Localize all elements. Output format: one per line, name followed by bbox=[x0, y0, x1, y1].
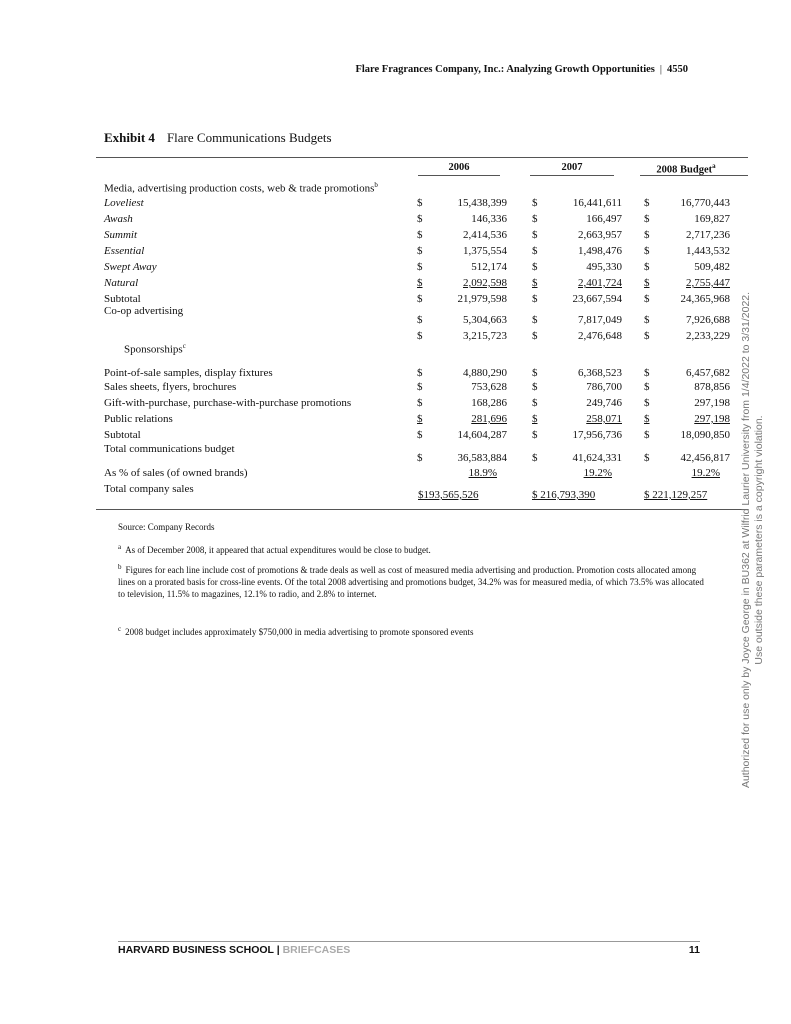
cell-2008: $ 6,457,682 bbox=[644, 367, 730, 379]
cell-2008: $ 1,443,532 bbox=[644, 245, 730, 257]
cell-2007: $ 1,498,476 bbox=[532, 245, 622, 257]
cell-2007: $ 2,663,957 bbox=[532, 229, 622, 241]
cell-2006: $ 146,336 bbox=[417, 213, 507, 225]
column-rule-2007 bbox=[530, 175, 614, 176]
footer-brand bbox=[118, 944, 350, 956]
cell-2006: $ 14,604,287 bbox=[417, 429, 507, 441]
exhibit-label: Exhibit 4 bbox=[104, 130, 155, 145]
row-label-pos-samples: Point-of-sale samples, display fixtures bbox=[104, 367, 273, 379]
cell-2007: $ 2,401,724 bbox=[532, 277, 622, 289]
running-header bbox=[355, 64, 688, 75]
row-label-gift-with-purchase: Gift-with-purchase, purchase-with-purchase promotions bbox=[104, 397, 352, 409]
cell-2006: $ 1,375,554 bbox=[417, 245, 507, 257]
cell-2008: $ 297,198 bbox=[644, 413, 730, 425]
cell-2007: $ 249,746 bbox=[532, 397, 622, 409]
row-label-swept-away: Swept Away bbox=[104, 261, 157, 273]
page-number: 11 bbox=[688, 944, 700, 956]
cell-2006: $ 21,979,598 bbox=[417, 293, 507, 305]
cell-2008: $ 24,365,968 bbox=[644, 293, 730, 305]
column-header-2008-label: 2008 Budget bbox=[656, 164, 713, 176]
sales-2008: $ 221,129,257 bbox=[644, 489, 708, 501]
sales-2006: $193,565,526 bbox=[418, 489, 479, 501]
cell-2006: $ 168,286 bbox=[417, 397, 507, 409]
row-label-public-relations: Public relations bbox=[104, 413, 173, 425]
cell-2008: $ 878,856 bbox=[644, 381, 730, 393]
column-header-2006: 2006 bbox=[448, 162, 470, 173]
section-media-text: Media, advertising production costs, web & trade promotions bbox=[104, 182, 375, 195]
exhibit-name: Flare Communications Budgets bbox=[166, 130, 332, 145]
cell-2007: $ 17,956,736 bbox=[532, 429, 622, 441]
cell-2007: $ 258,071 bbox=[532, 413, 622, 425]
section-media-label bbox=[104, 181, 378, 195]
cell-2007: $ 7,817,049 bbox=[532, 314, 622, 326]
row-label-subtotal-media: Subtotal bbox=[104, 293, 141, 305]
sales-2007: $ 216,793,390 bbox=[532, 489, 596, 501]
cell-2007: $ 16,441,611 bbox=[532, 197, 622, 209]
row-label-loveliest: Loveliest bbox=[104, 197, 144, 209]
footnote-a: $^a$ As of December 2008, it appeared that actual expenditures would be close to budget. bbox=[118, 543, 431, 555]
footnote-marker-b: b bbox=[374, 181, 378, 189]
row-label-pct-of-sales: As % of sales (of owned brands) bbox=[104, 467, 248, 479]
cell-2007: $ 495,330 bbox=[532, 261, 622, 273]
case-number: 4550 bbox=[667, 64, 688, 75]
row-label-sponsorships: Sponsorships$^c$ bbox=[124, 342, 186, 356]
footnote-c: $^c$ 2008 budget includes approximately $750,000 in media advertising to promote sponsored events bbox=[118, 625, 474, 637]
pct-2007: 19.2% bbox=[583, 467, 612, 479]
footnote-marker-c: c bbox=[182, 342, 186, 350]
cell-2006: $ 4,880,290 bbox=[417, 367, 507, 379]
footer-separator: | bbox=[273, 944, 283, 956]
column-rule-2008 bbox=[640, 175, 748, 176]
column-rule-2006 bbox=[418, 175, 500, 176]
column-header-2007: 2007 bbox=[561, 162, 583, 173]
cell-2006: $ 3,215,723 bbox=[417, 330, 507, 342]
table-top-rule bbox=[96, 157, 748, 158]
exhibit-title bbox=[104, 130, 332, 146]
row-label-total-sales: Total company sales bbox=[104, 483, 194, 495]
cell-2006: $ 2,414,536 bbox=[417, 229, 507, 241]
footer-rule bbox=[118, 941, 700, 942]
cell-2008: $ 7,926,688 bbox=[644, 314, 730, 326]
cell-2006: $ 5,304,663 bbox=[417, 314, 507, 326]
row-label-essential: Essential bbox=[104, 245, 145, 257]
cell-2008: $ 2,755,447 bbox=[644, 277, 730, 289]
cell-2007: $ 6,368,523 bbox=[532, 367, 622, 379]
cell-2006: $ 281,696 bbox=[417, 413, 507, 425]
pct-2006: 18.9% bbox=[468, 467, 497, 479]
cell-2008: $ 297,198 bbox=[644, 397, 730, 409]
case-title: Flare Fragrances Company, Inc.: Analyzing Growth Opportunities bbox=[355, 64, 655, 75]
row-label-sales-sheets: Sales sheets, flyers, brochures bbox=[104, 381, 237, 393]
header-separator: | bbox=[659, 64, 662, 75]
cell-2008: $ 509,482 bbox=[644, 261, 730, 273]
footer-briefcases: BRIEFCASES bbox=[282, 944, 351, 956]
cell-2007: $ 2,476,648 bbox=[532, 330, 622, 342]
cell-2006: $ 512,174 bbox=[417, 261, 507, 273]
cell-2008: $ 16,770,443 bbox=[644, 197, 730, 209]
cell-2007: $ 41,624,331 bbox=[532, 452, 622, 464]
cell-2006: $ 753,628 bbox=[417, 381, 507, 393]
source-note: Source: Company Records bbox=[118, 522, 215, 532]
row-label-coop: Co-op advertising bbox=[104, 305, 184, 317]
cell-2007: $ 786,700 bbox=[532, 381, 622, 393]
column-header-2008 bbox=[645, 162, 727, 176]
cell-2008: $ 2,233,229 bbox=[644, 330, 730, 342]
cell-2008: $ 18,090,850 bbox=[644, 429, 730, 441]
cell-2006: $ 36,583,884 bbox=[417, 452, 507, 464]
footnote-marker-a: a bbox=[712, 162, 716, 170]
cell-2008: $ 169,827 bbox=[644, 213, 730, 225]
footnote-b: $^b$ Figures for each line include cost of promotions & trade deals as well as cost of measured media advertising and production. Promotion costs allocated among lines on a prorated basis for cross-line events. Of the total 2008 advertising and promotions budget, 34.2% was for measured media, of which 73.5% was allocated to television, 11.5% to magazines, 12.1% to radio, and 2.8% to internet. bbox=[118, 563, 704, 599]
watermark-line-1: Authorized for use only by Joyce George in BU362 at Wilfrid Laurier University from 1/4/2022 to 3/31/2022. bbox=[740, 291, 752, 789]
row-label-summit: Summit bbox=[104, 229, 137, 241]
cell-2008: $ 42,456,817 bbox=[644, 452, 730, 464]
cell-2007: $ 23,667,594 bbox=[532, 293, 622, 305]
copyright-watermark bbox=[740, 260, 766, 820]
row-label-natural: Natural bbox=[104, 277, 139, 289]
cell-2007: $ 166,497 bbox=[532, 213, 622, 225]
pct-2008: 19.2% bbox=[691, 467, 720, 479]
row-label-subtotal-promotions: Subtotal bbox=[104, 429, 141, 441]
row-label-awash: Awash bbox=[104, 213, 133, 225]
cell-2006: $ 15,438,399 bbox=[417, 197, 507, 209]
footer-school: HARVARD BUSINESS SCHOOL bbox=[118, 944, 274, 956]
watermark-line-2: Use outside these parameters is a copyright violation. bbox=[753, 415, 765, 665]
table-bottom-rule bbox=[96, 509, 748, 510]
cell-2008: $ 2,717,236 bbox=[644, 229, 730, 241]
row-label-total-communications: Total communications budget bbox=[104, 443, 235, 455]
cell-2006: $ 2,092,598 bbox=[417, 277, 507, 289]
